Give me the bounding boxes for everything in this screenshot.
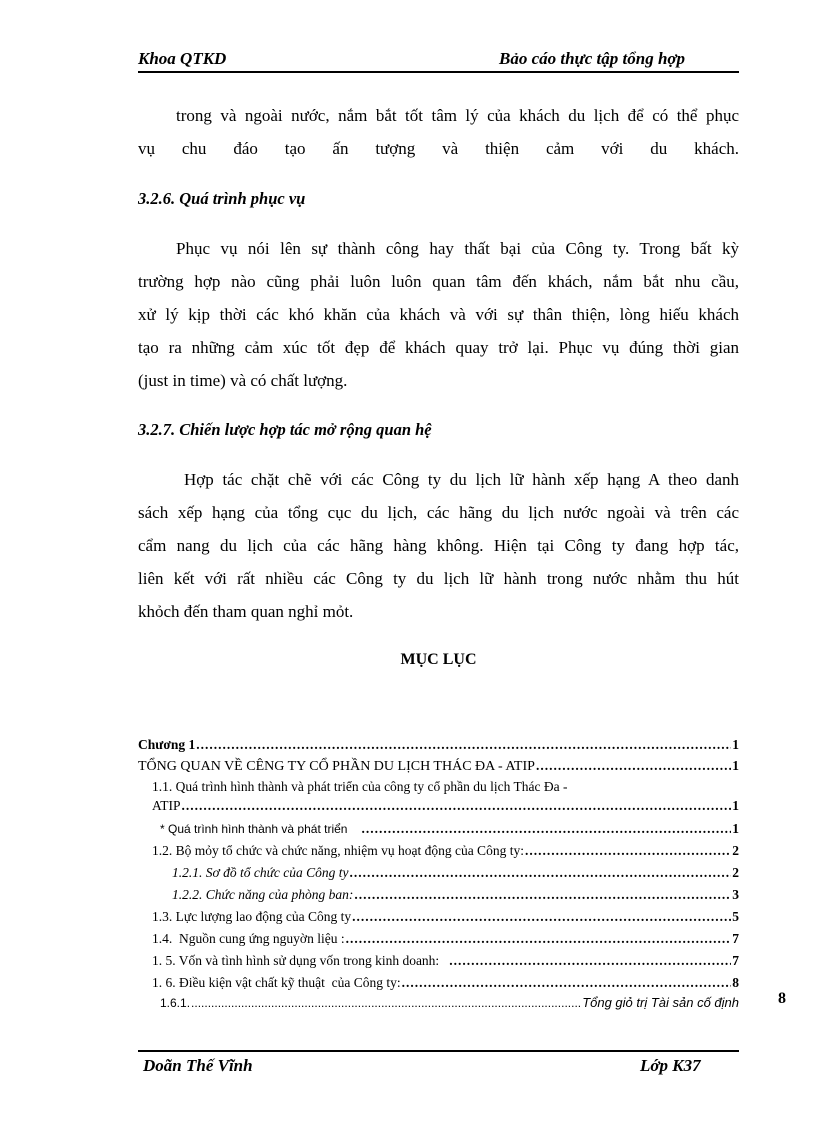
toc-entry[interactable]	[152, 908, 739, 925]
header-rule	[138, 71, 739, 73]
text-line: liên kết với rất nhiều các Công ty du lịch lữ hành trong nước nhằm thu hút	[138, 569, 739, 588]
toc-leader-dots	[361, 820, 731, 837]
header-right: Bảo cáo thực tập tổng hợp	[499, 49, 686, 68]
toc-entry[interactable]	[138, 757, 739, 775]
toc-leader-dots	[352, 908, 731, 925]
toc-entry[interactable]	[152, 778, 739, 795]
toc-leader-dots	[182, 797, 732, 814]
section-heading-3-2-7: 3.2.7. Chiến lược hợp tác mở rộng quan hệ	[138, 420, 432, 439]
text-line: sách xếp hạng của tổng cục du lịch, các hãng du lịch nước ngoài và trên các	[138, 503, 739, 522]
toc-leader-dots	[525, 842, 731, 859]
toc-entry-label: Chương 1	[138, 737, 196, 752]
toc-entry-page: 1	[732, 737, 739, 752]
toc-entry[interactable]	[152, 797, 739, 814]
toc-entry-label: 1.4. Nguồn cung ứng nguyờn liệu :	[152, 931, 345, 946]
toc-leader-dots	[536, 757, 731, 774]
toc-entry[interactable]	[152, 842, 739, 859]
text-line: cẩm nang du lịch của các hãng hàng không. Hiện tại Công ty đang hợp tác,	[138, 536, 739, 555]
toc-entry-page: 1	[732, 758, 739, 773]
toc-entry-label: 1. 5. Vốn và tình hình sử dụng vốn trong kinh doanh:	[152, 953, 440, 968]
stray-page-number: 8	[778, 990, 786, 1007]
toc-entry[interactable]	[160, 994, 739, 1012]
toc-entry-label: 1. 6. Điều kiện vật chất kỹ thuật của Công ty:	[152, 975, 401, 990]
text-line: (just in time) và có chất lượng.	[138, 371, 348, 390]
toc-entry-page: 2	[732, 843, 739, 858]
toc-entry[interactable]	[160, 820, 739, 838]
toc-entry[interactable]	[152, 974, 739, 991]
toc-leader-dots	[354, 886, 731, 903]
text-line: tạo ra những cảm xúc tốt đẹp để khách quay trở lại. Phục vụ đúng thời gian	[138, 338, 739, 357]
toc-title: MỤC LỤC	[400, 651, 477, 668]
text-line: trong và ngoài nước, nắm bắt tốt tâm lý của khách du lịch để có thể phục	[176, 106, 739, 125]
toc-entry-label: 1.2.1. Sơ đồ tổ chức của Công ty	[172, 865, 349, 880]
toc-entry-page: 2	[732, 865, 739, 880]
toc-entry-label: 1.1. Quá trình hình thành và phát triển của công ty cổ phần du lịch Thác Đa -	[152, 779, 568, 794]
toc-entry[interactable]	[152, 952, 739, 969]
toc-entry-label: 1.2.2. Chức năng của phòng ban:	[172, 887, 354, 902]
toc-entry[interactable]	[172, 864, 739, 881]
paragraph-1	[138, 99, 739, 165]
toc-entry-label: TỔNG QUAN VỀ CÊNG TY CỔ PHẦN DU LỊCH THÁC ĐA - ATIP	[138, 759, 535, 774]
section-heading-3-2-6: 3.2.6. Quá trình phục vụ	[138, 189, 306, 208]
paragraph-3	[138, 463, 739, 628]
toc-entry[interactable]	[138, 736, 739, 753]
text-line: xử lý kịp thời các khó khăn của khách và với sự thân thiện, lòng hiếu khách	[138, 305, 739, 324]
toc-entry-label: ATIP	[152, 798, 181, 813]
toc-entry-label: 1.3. Lực lượng lao động của Công ty	[152, 909, 352, 924]
toc-leader-dots	[346, 930, 732, 947]
toc-entry[interactable]	[172, 886, 739, 903]
text-line: vụ chu đáo tạo ấn tượng và thiện cảm với du khách.	[138, 139, 739, 158]
toc-entry-label: 1.2. Bộ mỏy tổ chức và chức năng, nhiệm vụ hoạt động của Công ty:	[152, 843, 524, 858]
toc-entry[interactable]	[152, 930, 739, 947]
toc-entry-page: 3	[732, 887, 739, 902]
toc-leader-dots	[196, 736, 731, 753]
toc-leader-dots	[350, 864, 732, 881]
toc-leader-dots	[402, 974, 732, 991]
toc-entry-page: 7	[732, 953, 739, 968]
footer-left: Doãn Thế Vĩnh	[143, 1056, 253, 1075]
toc-entry-label: * Quá trình hình thành và phát triển	[160, 822, 348, 836]
toc-entry-label: 1.6.1.	[160, 996, 191, 1010]
text-line: Hợp tác chặt chẽ với các Công ty du lịch lữ hành xếp hạng A theo danh	[184, 470, 739, 489]
header-left: Khoa QTKD	[138, 49, 227, 68]
paragraph-2	[138, 232, 739, 397]
toc-entry-page: 1	[732, 798, 739, 813]
text-line: trường hợp nào cũng phải luôn luôn quan tâm đến khách, nắm bắt nhu cầu,	[138, 272, 739, 291]
toc-leader-dots	[449, 952, 731, 969]
toc-entry-page: 1	[732, 821, 739, 836]
toc-leader-dots	[191, 995, 581, 1012]
footer-right: Lớp K37	[640, 1056, 701, 1075]
footer-rule	[138, 1050, 739, 1052]
text-line: Phục vụ nói lên sự thành công hay thất bại của Công ty. Trong bất kỳ	[176, 239, 739, 258]
text-line: khỏch đến tham quan nghỉ mỏt.	[138, 602, 354, 621]
toc-entry-page: 8	[732, 975, 739, 990]
toc-entry-page: 5	[732, 909, 739, 924]
toc-entry-page: 7	[732, 931, 739, 946]
toc-entry-page: Tổng giỏ trị Tài sản cố định	[582, 995, 739, 1010]
